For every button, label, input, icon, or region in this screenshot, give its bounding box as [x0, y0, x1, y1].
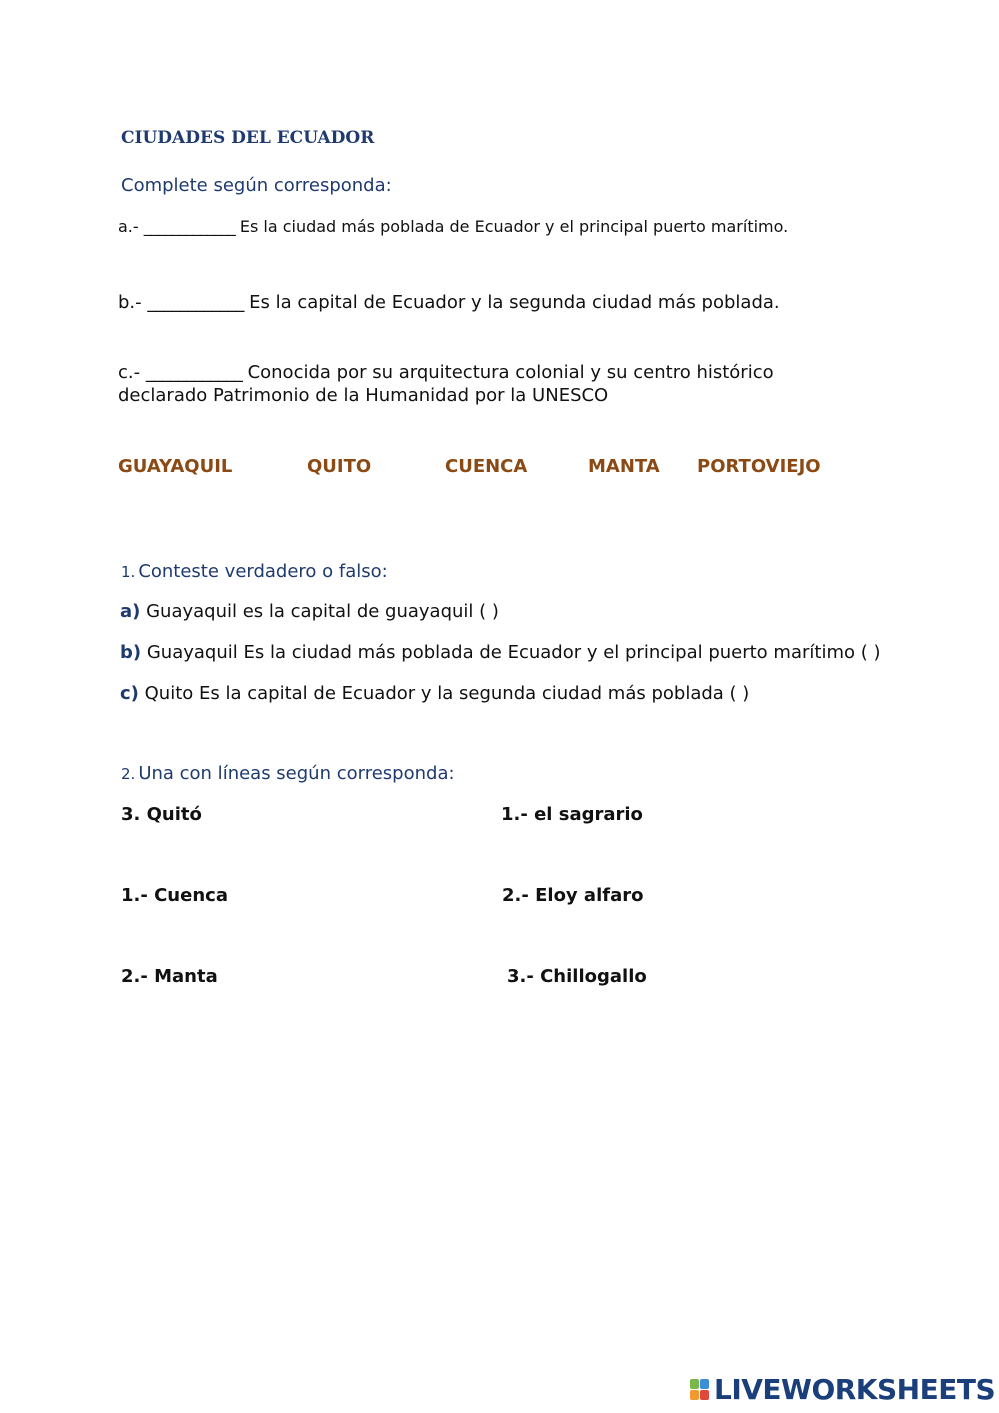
tf-item-text: Guayaquil es la capital de guayaquil ( ) — [140, 601, 499, 622]
fill-item-text: Conocida por su arquitectura colonial y su centro histórico — [241, 362, 774, 383]
tf-item-label: b) — [120, 642, 142, 663]
fill-item-c — [118, 362, 774, 383]
match-left-item[interactable]: 3. Quitó — [121, 804, 202, 825]
tf-item-b — [120, 642, 880, 663]
section-heading-text: Conteste verdadero o falso: — [138, 561, 388, 582]
option-word: QUITO — [307, 456, 372, 477]
option-word: PORTOVIEJO — [697, 456, 821, 477]
section-number: 2. — [121, 765, 136, 783]
tf-item-label: a) — [120, 601, 141, 622]
complete-heading: Complete según corresponda: — [121, 175, 392, 196]
section-number: 1. — [121, 563, 136, 581]
match-left-item[interactable]: 1.- Cuenca — [121, 885, 228, 906]
tf-heading — [121, 561, 388, 582]
fill-item-text: Es la capital de Ecuador y la segunda ciudad más poblada. — [243, 292, 780, 313]
tf-item-text: Quito Es la capital de Ecuador y la segunda ciudad más poblada ( ) — [138, 683, 750, 704]
match-heading — [121, 763, 455, 784]
answer-blank[interactable]: ____________ — [147, 292, 244, 313]
answer-blank[interactable]: _____________ — [143, 217, 235, 236]
fill-item-prefix: b.- — [118, 292, 148, 313]
fill-item-text: Es la ciudad más poblada de Ecuador y el principal puerto marítimo. — [234, 217, 789, 236]
match-right-item[interactable]: 2.- Eloy alfaro — [502, 885, 644, 906]
match-left-item[interactable]: 2.- Manta — [121, 966, 218, 987]
option-word: CUENCA — [445, 456, 528, 477]
option-word: GUAYAQUIL — [118, 456, 233, 477]
logo-icon — [690, 1379, 710, 1401]
tf-item-text: Guayaquil Es la ciudad más poblada de Ecuador y el principal puerto marítimo ( ) — [141, 642, 881, 663]
match-right-item[interactable]: 3.- Chillogallo — [507, 966, 647, 987]
match-right-item[interactable]: 1.- el sagrario — [501, 804, 643, 825]
option-word: MANTA — [588, 456, 660, 477]
worksheet-title: CIUDADES DEL ECUADOR — [121, 128, 375, 148]
answer-blank[interactable]: ____________ — [145, 362, 242, 383]
tf-item-a — [120, 601, 499, 622]
fill-item-prefix: c.- — [118, 362, 146, 383]
tf-item-c — [120, 683, 749, 704]
fill-item-c-line2: declarado Patrimonio de la Humanidad por la UNESCO — [118, 385, 609, 406]
liveworksheets-logo[interactable] — [690, 1373, 995, 1406]
logo-text: LIVEWORKSHEETS — [714, 1373, 996, 1406]
section-heading-text: Una con líneas según corresponda: — [138, 763, 455, 784]
fill-item-prefix: a.- — [118, 217, 144, 236]
tf-item-label: c) — [120, 683, 139, 704]
fill-item-a — [118, 217, 788, 236]
fill-item-b — [118, 292, 780, 313]
